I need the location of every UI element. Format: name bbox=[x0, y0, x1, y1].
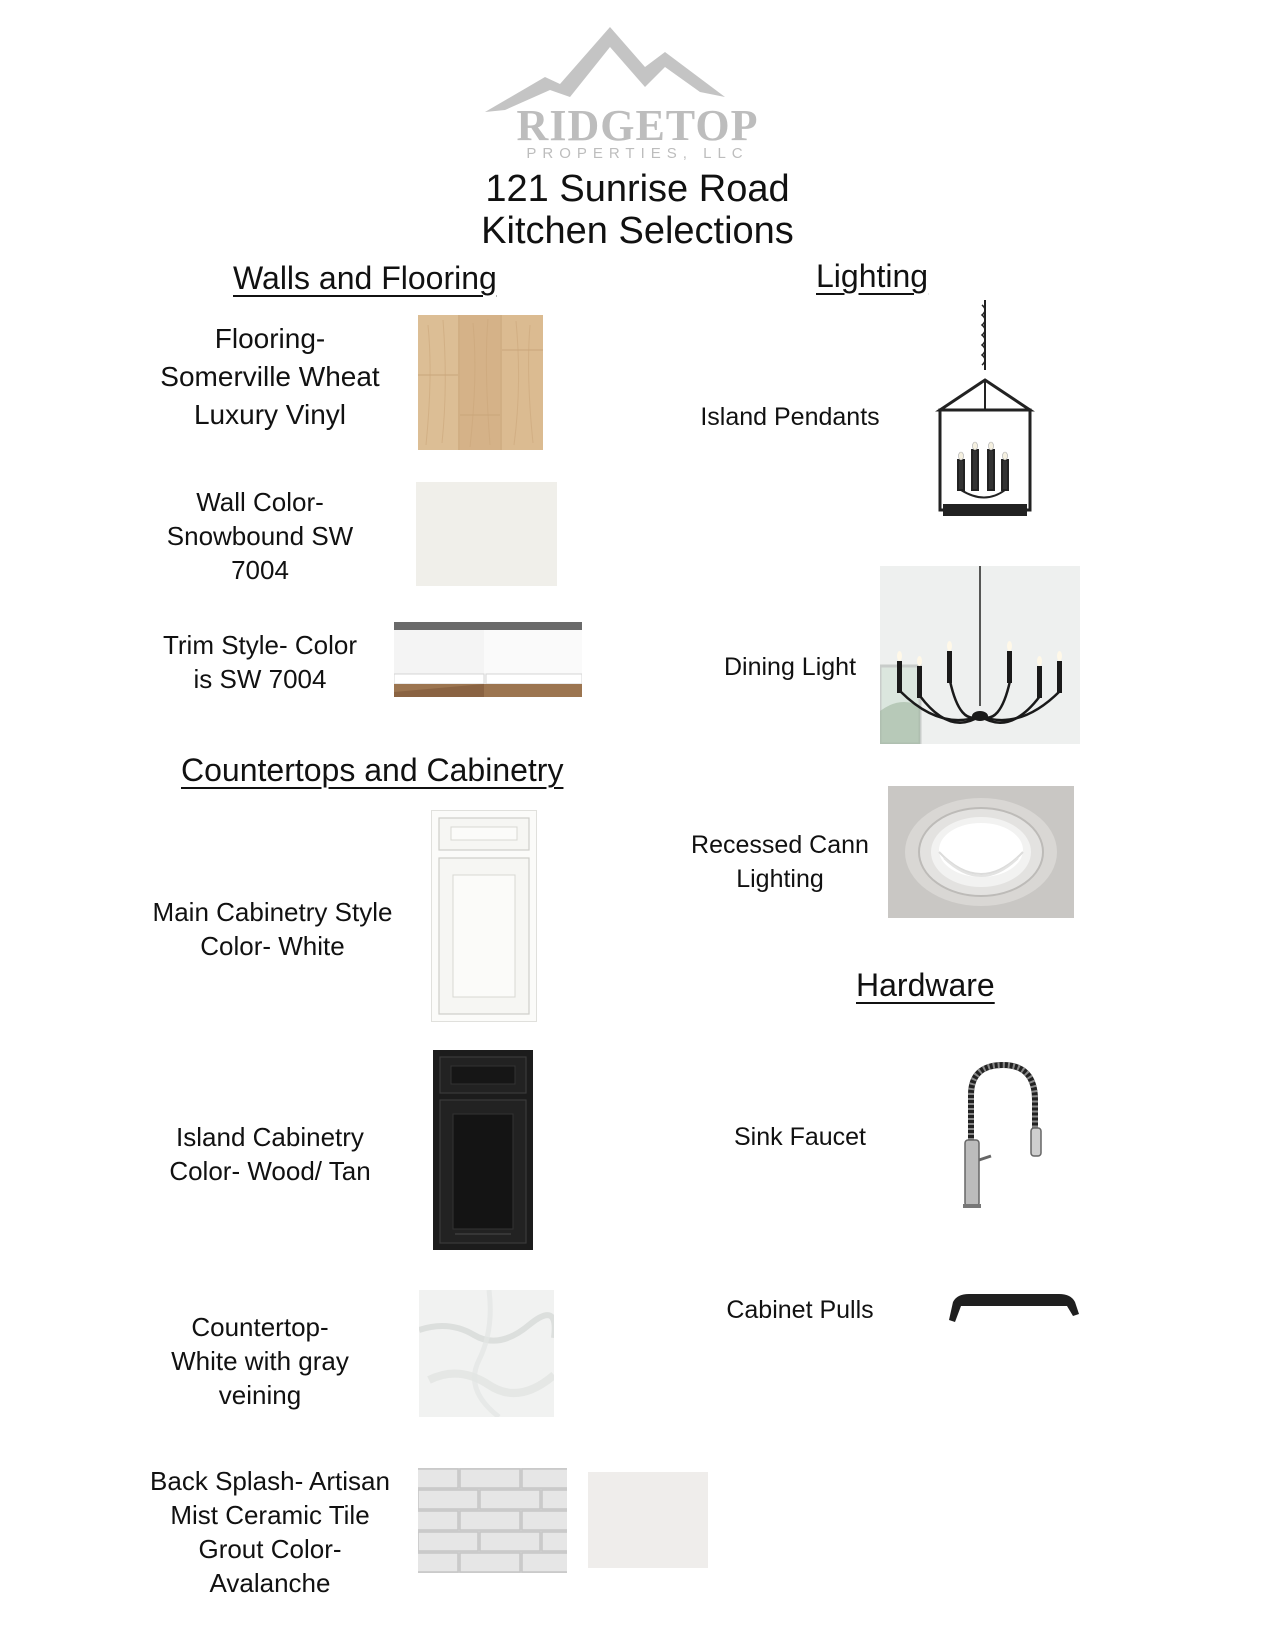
countertop-swatch bbox=[419, 1290, 554, 1417]
trim-swatch bbox=[394, 622, 582, 697]
island-pendants-label: Island Pendants bbox=[700, 403, 880, 431]
grout-color-swatch bbox=[588, 1472, 708, 1568]
flooring-label: Flooring- Somerville Wheat Luxury Vinyl bbox=[160, 323, 380, 430]
dining-light-label: Dining Light bbox=[723, 653, 857, 681]
flooring-swatch bbox=[418, 315, 543, 450]
trim-label: Trim Style- Color is SW 7004 bbox=[162, 630, 358, 694]
recessed-lighting-label: Recessed Cann Lighting bbox=[691, 831, 869, 893]
heading-hardware: Hardware bbox=[856, 967, 995, 1003]
heading-lighting: Lighting bbox=[816, 258, 929, 294]
cabinet-pull-icon bbox=[945, 1290, 1083, 1324]
lantern-pendant-icon bbox=[930, 300, 1040, 525]
dining-chandelier-photo bbox=[880, 566, 1080, 744]
heading-walls-flooring: Walls and Flooring bbox=[233, 260, 497, 296]
island-cabinetry-label: Island Cabinetry Color- Wood/ Tan bbox=[169, 1122, 371, 1186]
logo-subtitle: PROPERTIES, LLC bbox=[526, 145, 749, 162]
sink-faucet-label: Sink Faucet bbox=[733, 1123, 866, 1151]
heading-countertops-cabinetry: Countertops and Cabinetry bbox=[181, 752, 564, 788]
page-title-line1: 121 Sunrise Road bbox=[485, 168, 790, 210]
recessed-light-photo bbox=[888, 786, 1074, 918]
white-cabinet-door-swatch bbox=[431, 810, 537, 1022]
black-island-cabinet-door-swatch bbox=[433, 1050, 533, 1250]
main-cabinetry-label: Main Cabinetry Style Color- White bbox=[152, 897, 393, 961]
backsplash-label: Back Splash- Artisan Mist Ceramic Tile Grout Color- Avalanche bbox=[150, 1466, 390, 1598]
page-title-line2: Kitchen Selections bbox=[481, 210, 794, 252]
wall-color-label: Wall Color- Snowbound SW 7004 bbox=[166, 487, 354, 585]
cabinet-pulls-label: Cabinet Pulls bbox=[726, 1296, 874, 1324]
logo-brand: RIDGETOP bbox=[516, 101, 759, 150]
backsplash-tile-swatch bbox=[418, 1468, 567, 1573]
wall-color-swatch bbox=[416, 482, 557, 586]
countertop-label: Countertop- White with gray veining bbox=[171, 1312, 349, 1410]
sink-faucet-icon bbox=[955, 1060, 1055, 1210]
